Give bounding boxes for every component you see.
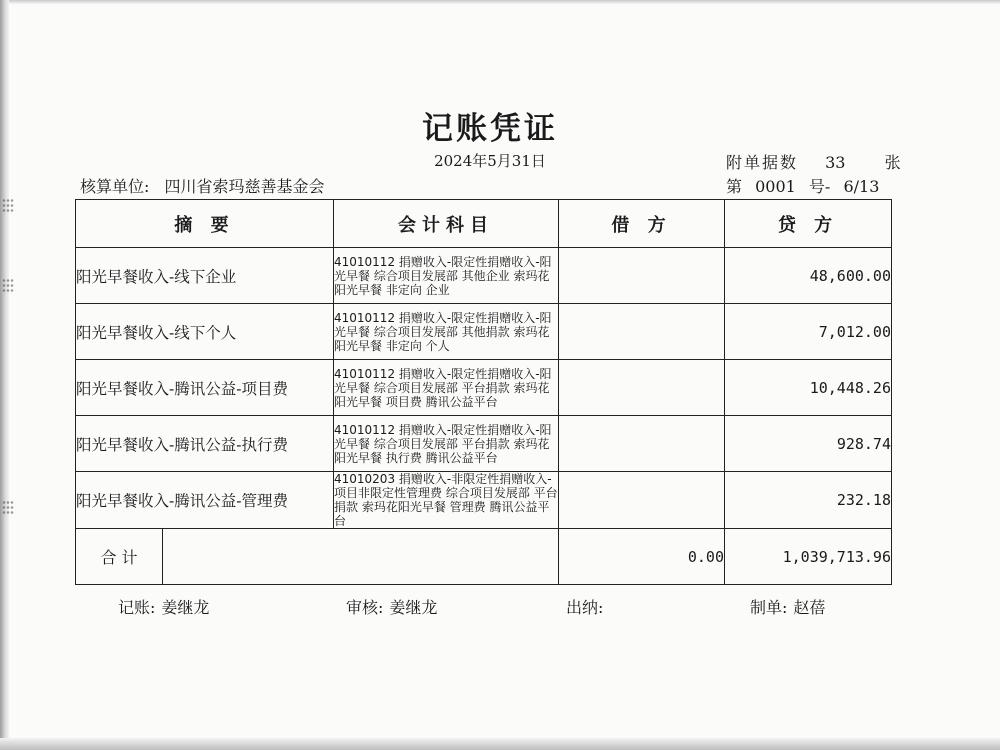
attachments-info: [726, 150, 901, 173]
voucher-number-line: [726, 174, 879, 197]
row-summary: 阳光早餐收入-腾讯公益-执行费: [76, 416, 334, 472]
row-credit: 10,448.26: [725, 360, 892, 416]
header-account: 会计科目: [334, 200, 559, 248]
row-credit: 232.18: [725, 472, 892, 529]
voucher-suffix: 号-: [808, 177, 831, 196]
row-debit: [559, 472, 725, 529]
row-account: 41010112 捐赠收入-限定性捐赠收入-阳光早餐 综合项目发展部 其他企业 索玛花阳光早餐 非定向 企业: [334, 248, 559, 304]
table-header-row: [76, 200, 892, 248]
total-credit: 1,039,713.96: [725, 529, 892, 585]
preparer-name: 赵蓓: [793, 598, 826, 617]
reviewer-signature: [346, 595, 437, 618]
scan-speck: [2, 198, 14, 212]
total-row: [76, 529, 892, 585]
row-credit: 928.74: [725, 416, 892, 472]
row-account: 41010112 捐赠收入-限定性捐赠收入-阳光早餐 综合项目发展部 平台捐款 索玛花阳光早餐 项目费 腾讯公益平台: [334, 360, 559, 416]
voucher-table: [75, 199, 892, 585]
preparer-label: 制单:: [750, 598, 788, 617]
scan-speck: [2, 278, 14, 292]
header-summary: 摘 要: [76, 200, 334, 248]
table-row: [76, 304, 892, 360]
row-summary: 阳光早餐收入-线下个人: [76, 304, 334, 360]
accounting-unit: [80, 174, 325, 197]
scan-speck: [2, 500, 14, 514]
voucher-number: 0001: [755, 177, 796, 196]
row-credit: 7,012.00: [725, 304, 892, 360]
unit-name: 四川省索玛慈善基金会: [164, 177, 325, 196]
bookkeeper-label: 记账:: [118, 598, 156, 617]
voucher-prefix: 第: [726, 177, 743, 196]
table-row: [76, 248, 892, 304]
row-account: 41010203 捐赠收入-非限定性捐赠收入-项目非限定性管理费 综合项目发展部 平台捐款 索玛花阳光早餐 管理费 腾讯公益平台: [334, 472, 558, 528]
scan-edge-bottom: [0, 738, 1000, 750]
voucher-title: 记账凭证: [422, 111, 558, 147]
total-empty: [163, 529, 558, 584]
total-debit: 0.00: [559, 529, 725, 585]
scan-edge-top: [0, 0, 1000, 4]
unit-label: 核算单位:: [80, 177, 150, 196]
cashier-label: 出纳:: [566, 598, 604, 617]
row-debit: [559, 360, 725, 416]
bookkeeper-signature: [118, 595, 209, 618]
header-debit: 借 方: [559, 200, 725, 248]
row-summary: 阳光早餐收入-腾讯公益-项目费: [76, 360, 334, 416]
total-label: 合 计: [76, 529, 163, 584]
row-account: 41010112 捐赠收入-限定性捐赠收入-阳光早餐 综合项目发展部 其他捐款 索玛花阳光早餐 非定向 个人: [334, 304, 559, 360]
row-debit: [559, 248, 725, 304]
voucher-date: 2024年5月31日: [434, 152, 546, 170]
header-credit: 贷 方: [725, 200, 892, 248]
table-row: [76, 360, 892, 416]
bookkeeper-name: 姜继龙: [161, 598, 210, 617]
cashier-signature: [566, 595, 609, 618]
reviewer-label: 审核:: [346, 598, 384, 617]
row-debit: [559, 416, 725, 472]
total-label-cell: [76, 529, 559, 585]
attachments-label: 附单据数: [726, 153, 799, 172]
row-account: 41010112 捐赠收入-限定性捐赠收入-阳光早餐 综合项目发展部 平台捐款 索玛花阳光早餐 执行费 腾讯公益平台: [334, 416, 559, 472]
row-summary: 阳光早餐收入-线下企业: [76, 248, 334, 304]
table-row: [76, 416, 892, 472]
reviewer-name: 姜继龙: [389, 598, 438, 617]
row-summary: 阳光早餐收入-腾讯公益-管理费: [76, 472, 334, 529]
row-credit: 48,600.00: [725, 248, 892, 304]
voucher-page: 6/13: [843, 177, 880, 196]
attachments-unit: 张: [884, 153, 901, 172]
attachments-count: 33: [825, 153, 846, 172]
preparer-signature: [750, 595, 825, 618]
table-row: [76, 472, 892, 529]
row-debit: [559, 304, 725, 360]
